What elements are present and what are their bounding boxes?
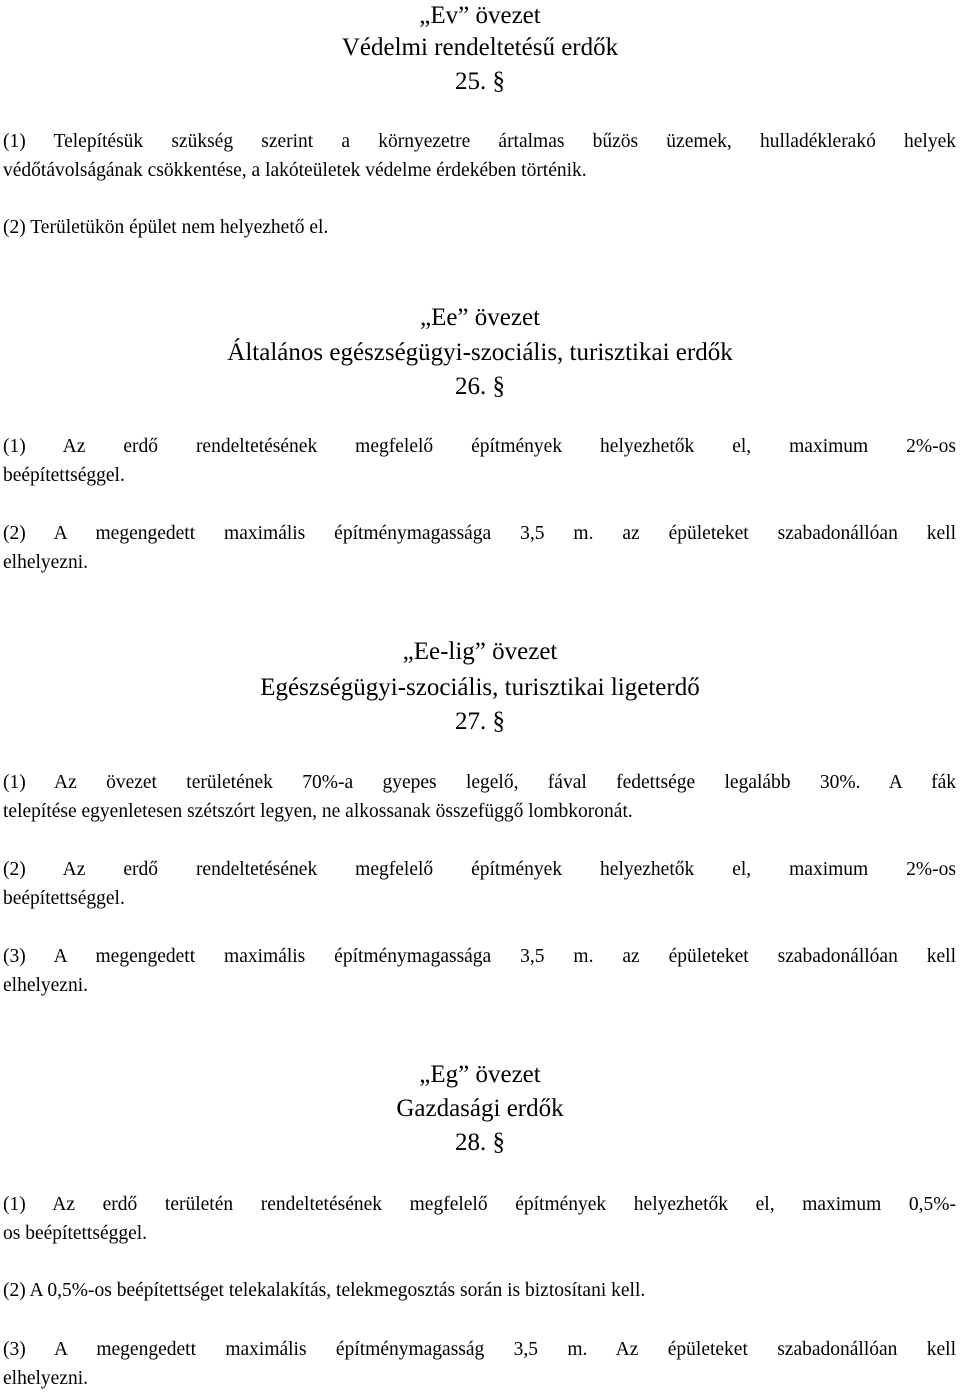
zone-title-ee: Általános egészségügyi-szociális, turisztikai erdők: [227, 339, 733, 366]
zone-heading-ee-lig: „Ee-lig” övezet: [402, 638, 558, 665]
paragraph-line: védőtávolságának csökkentése, a lakóteületek védelme érdekében történik.: [3, 160, 587, 181]
paragraph-line: (2) A 0,5%-os beépítettséget telekalakítás, telekmegosztás során is biztosítani kell.: [3, 1280, 646, 1301]
paragraph-line: (3) A megengedett maximális építménymagasság 3,5 m. Az épületeket szabadonállóan kell: [3, 1339, 956, 1360]
zone-heading-eg: „Eg” övezet: [419, 1061, 541, 1088]
paragraph-26-2: [3, 519, 956, 577]
paragraph-line: beépítettséggel.: [3, 465, 125, 486]
paragraph-line: elhelyezni.: [3, 1368, 88, 1389]
paragraph-number-25: 25. §: [455, 68, 505, 95]
paragraph-26-1: [3, 432, 956, 490]
paragraph-line: elhelyezni.: [3, 975, 88, 996]
paragraph-line: elhelyezni.: [3, 552, 88, 573]
paragraph-line: (1) Telepítésük szükség szerint a környezetre ártalmas bűzös üzemek, hulladéklerakó helyek: [3, 131, 956, 152]
paragraph-line: beépítettséggel.: [3, 888, 125, 909]
paragraph-line: (1) Az erdő rendeltetésének megfelelő építmények helyezhetők el, maximum 2%-os: [3, 436, 956, 457]
paragraph-number-27: 27. §: [455, 708, 505, 735]
paragraph-line: (1) Az erdő területén rendeltetésének megfelelő építmények helyezhetők el, maximum 0,5%-: [3, 1194, 956, 1215]
zone-title-eg: Gazdasági erdők: [396, 1095, 564, 1122]
paragraph-line: telepítése egyenletesen szétszórt legyen, ne alkossanak összefüggő lombkoronát.: [3, 801, 633, 822]
paragraph-line: (2) Az erdő rendeltetésének megfelelő építmények helyezhetők el, maximum 2%-os: [3, 859, 956, 880]
zone-heading-ev: „Ev” övezet: [419, 2, 541, 29]
paragraph-line: (2) A megengedett maximális építménymagassága 3,5 m. az épületeket szabadonállóan kell: [3, 523, 956, 544]
zone-title-ev: Védelmi rendeltetésű erdők: [341, 34, 619, 61]
paragraph-line: (3) A megengedett maximális építménymagassága 3,5 m. az épületeket szabadonállóan kell: [3, 946, 956, 967]
paragraph-line: (1) Az övezet területének 70%-a gyepes legelő, fával fedettsége legalább 30%. A fák: [3, 772, 956, 793]
paragraph-27-1: [3, 768, 956, 826]
paragraph-28-2: [3, 1276, 956, 1305]
paragraph-27-3: [3, 942, 956, 1000]
zone-heading-ee: „Ee” övezet: [419, 304, 541, 331]
paragraph-25-1: [3, 127, 956, 185]
paragraph-line: os beépítettséggel.: [3, 1223, 148, 1244]
zone-title-ee-lig: Egészségügyi-szociális, turisztikai ligeterdő: [260, 674, 700, 701]
paragraph-28-1: [3, 1190, 956, 1248]
paragraph-25-2: [3, 213, 956, 242]
paragraph-28-3: [3, 1335, 956, 1393]
paragraph-number-26: 26. §: [455, 373, 505, 400]
paragraph-line: (2) Területükön épület nem helyezhető el.: [3, 217, 329, 238]
paragraph-27-2: [3, 855, 956, 913]
paragraph-number-28: 28. §: [455, 1129, 505, 1156]
